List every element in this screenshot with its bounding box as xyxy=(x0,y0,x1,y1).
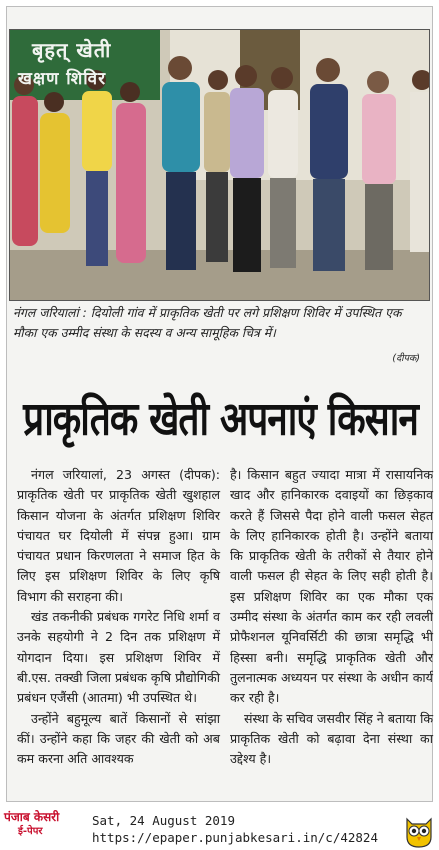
article-column-left xyxy=(17,465,220,769)
paragraph: है। किसान बहुत ज्यादा मात्रा में रासायनिक खाद और हानिकारक दवाइयों का छिड़काव करते हैं जिससे पैदा होने वाली फसल सेहत के लिए हानिकारक होती है। उन्होंने बताया कि प्राकृतिक खेती के तरीकों से तैयार होने वाली फसल ही सेहत के लिए सही होती है। इस प्रशिक्षण शिविर का एक मौका एक उम्मीद संस्था के अंतर्गत काम कर रही लवली प्रोफैशनल यूनिवर्सिटी की छात्रा समृद्धि भी हिस्सा बनी। समृद्धि प्राकृतिक खेती और तुलनात्मक अध्ययन पर संस्था के अधीन कार्य कर रही है। xyxy=(230,467,433,706)
photo-credit: (दीपक) xyxy=(392,353,420,364)
banner-line-1: बृहत् खेती xyxy=(32,38,112,62)
owl-icon xyxy=(403,813,435,849)
publish-date: Sat, 24 August 2019 xyxy=(92,813,235,828)
footer-meta xyxy=(92,812,378,846)
banner-line-2: खक्षण शिविर xyxy=(18,69,107,89)
paragraph: उन्होंने बहुमूल्य बातें किसानों से सांझा कीं। उन्होंने कहा कि जहर की खेती को अब कम करना अति आवश्यक xyxy=(17,710,220,767)
paragraph: नंगल जरियालां, 23 अगस्त (दीपक): प्राकृतिक खेती पर प्राकृतिक खेती खुशहाल किसान योजना के अंतर्गत प्रशिक्षण शिविर पंचायत घर दियोली में संपन्न हुआ। ग्राम पंचायत प्रधान किरणलता ने समाज हित के लिए इस प्रशिक्षण शिविर के लिए कृषि विभाग की सराहना की। xyxy=(17,467,220,604)
headline: प्राकृतिक खेती अपनाएं किसान xyxy=(23,392,418,446)
epaper-url-link[interactable]: https://epaper.punjabkesari.in/c/42824 xyxy=(92,830,378,845)
paragraph: संस्था के सचिव जसवीर सिंह ने बताया कि प्राकृतिक खेती को बढ़ावा देना संस्था का उद्देश्य है। xyxy=(230,710,433,767)
group-photo xyxy=(9,29,430,301)
brand-logo[interactable] xyxy=(4,810,82,839)
news-clipping xyxy=(6,6,433,802)
paragraph: खंड तकनीकी प्रबंधक गगरेट निधि शर्मा व उनके सहयोगी ने 2 दिन तक प्रशिक्षण में योगदान दिया। इस प्रशिक्षण शिविर में बी.एस. तक्खी जिला प्रबंधक कृषि प्रौद्योगिकी प्रबंधन एजैंसी (आतमा) भी उपस्थित थे। xyxy=(17,609,220,706)
article-column-right xyxy=(230,465,433,769)
brand-name: पंजाब केसरी xyxy=(4,810,60,824)
epaper-footer xyxy=(0,806,439,850)
photo-caption: नंगल जरियालां : दियोली गांव में प्राकृतिक खेती पर लगे प्रशिक्षण शिविर में उपस्थित एक मौका एक उम्मीद संस्था के सदस्य व अन्य सामूहिक चित्र में। xyxy=(13,305,402,340)
brand-sub: ई-पेपर xyxy=(18,826,43,837)
